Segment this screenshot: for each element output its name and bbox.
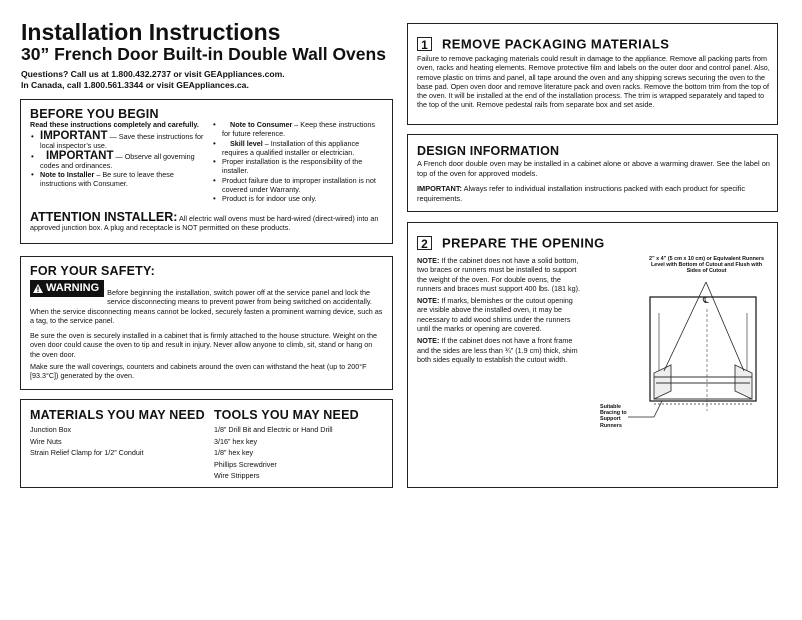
attention-label: ATTENTION INSTALLER: [30,210,178,224]
left-bullet-list [30,132,205,188]
consumer-text: – Keep these instructions for future reference. [222,120,376,138]
installer-text: – Be sure to leave these instructions with Consumer. [40,170,174,189]
contact-us: Questions? Call us at 1.800.432.2737 or visit GEAppliances.com. [21,69,285,79]
note-2 [417,296,582,333]
prepare-opening-section [407,222,778,488]
warranty-text: Product failure due to improper installation is not covered under Warranty. [222,176,376,194]
installer-label: Note to Installer [40,170,95,180]
list-item: Phillips Screwdriver [214,459,277,469]
remove-packaging-section [407,23,778,125]
important-text: — Observe all governing codes and ordinances. [40,152,195,171]
bracing-label: Suitable Bracing to Support Runners [600,404,627,429]
design-text: A French door double oven may be installed in a cabinet alone or above a warming drawer. See the label on top of the oven for approved models. [417,159,770,178]
attention-text: All electric wall ovens must be hard-wired (direct-wired) into an approved junction box. A plug and receptacle is NOT permitted on these products. [30,214,379,233]
list-item: Strain Relief Clamp for 1/2” Conduit [30,448,144,457]
warning-label: WARNING [46,281,100,294]
important-label: IMPORTANT [46,150,114,163]
list-item [212,120,382,138]
design-important [417,184,772,203]
note-label: NOTE: [417,336,440,346]
note-label: NOTE: [417,256,440,265]
note-1 [417,256,582,293]
tools-list [214,424,333,482]
indoor-use-text: Product is for indoor use only. [222,194,317,203]
design-heading: DESIGN INFORMATION [417,144,560,158]
page-subtitle: 30” French Door Built-in Double Wall Ovens [21,44,386,64]
list-item [30,152,205,170]
materials-heading: MATERIALS YOU MAY NEED [30,408,205,422]
list-item: 1/8” Drill Bit and Electric or Hand Drill [214,425,333,434]
centerline-symbol: ℄ [703,295,709,305]
step-number: 1 [417,37,432,51]
right-bullet-list [212,120,382,203]
materials-list [30,424,143,459]
step1-header [417,35,669,53]
list-item: Wire Nuts [30,436,62,446]
runners-label: 2” x 4” (5 cm x 10 cm) or Equivalent Runners Level with Bottom of Cutout and Flush with Sides of Cutout [648,256,765,275]
design-information-section [407,134,778,212]
note-text: If the cabinet does not have a front frame and the sides are less than ¾” (1.9 cm) thick, shim both sides equally to establish the cutout width. [417,336,578,364]
safety-heading: FOR YOUR SAFETY: [30,264,155,278]
attention-installer [30,210,382,233]
list-item [212,176,382,194]
step1-text: Failure to remove packaging materials could result in damage to the appliance. Remove all packing parts from oven, racks and heating elements. Remove protective film and labels on the outer door and control panel. Also, remove plastic on trims and panel, all tape around the oven and any shipping screws securing the oven to the base pad. Open oven door and remove literature pack and oven racks. Remove the bottom trim from the top of the oven. It will be installed at the end of the installation process. The trim is wrapped separately and taped to the top of the unit. Remove pedestal rails from separate box and set aside. [417,54,770,110]
note-3 [417,336,582,364]
safety-paragraph-3: Make sure the wall coverings, counters and cabinets around the oven can withstand the heat (up to 200°F [93.3°C]) generated by the oven. [30,362,367,381]
note-text: If marks, blemishes or the cutout opening are visible above the installed oven, it may be necessary to add wood shims under the runners until the marks or opening are covered. [417,296,573,334]
before-you-begin-right-column [212,120,382,203]
step-number: 2 [417,236,432,250]
skill-label: Skill level [230,139,263,148]
warning-badge [30,280,104,297]
consumer-label: Note to Consumer [230,120,293,129]
list-item: 3/16” hex key [214,436,258,446]
note-label: NOTE: [417,296,440,306]
materials-tools-section [20,399,393,488]
list-item: Wire Strippers [214,471,260,480]
list-item [212,139,382,157]
before-you-begin-left-column [30,120,205,188]
important-label: IMPORTANT [40,130,108,143]
list-item [30,132,205,150]
safety-section [20,256,393,390]
skill-text: – Installation of this appliance requires a qualified installer or electrician. [222,139,360,157]
proper-installation-text: Proper installation is the responsibility of the installer. [222,157,363,175]
warning-text: Before beginning the installation, switch power off at the service panel and lock the service disconnecting means to prevent power from being switched on accidentally. When the service disconnecting means cannot be locked, securely fasten a prominent warning device, such as a tag, to the service panel. [30,288,383,325]
list-item: Junction Box [30,425,72,434]
tools-heading: TOOLS YOU MAY NEED [214,408,359,422]
list-item [30,170,205,188]
list-item [212,194,382,203]
before-you-begin-heading: BEFORE YOU BEGIN [30,107,159,121]
list-item: 1/8” hex key [214,448,254,457]
important-text: — Save these instructions for local inspector’s use. [40,132,204,151]
contact-canada: In Canada, call 1.800.561.3344 or visit GEAppliances.ca. [21,80,249,90]
step2-notes [417,256,582,364]
step2-header [417,234,605,252]
important-text: Always refer to individual installation instructions packed with each product for specific requirements. [417,184,746,203]
step1-heading: REMOVE PACKAGING MATERIALS [442,36,670,52]
intro-text: Read these instructions completely and carefully. [30,120,199,129]
note-text: If the cabinet does not have a solid bottom, two braces or runners must be installed to support the weight of the oven. For double ovens, the runners and braces must support 400 lbs. (181 kg). [417,256,581,293]
page-title: Installation Instructions [21,19,281,45]
step2-heading: PREPARE THE OPENING [442,235,605,251]
safety-paragraph-2: Be sure the oven is securely installed in a cabinet that is firmly attached to the house structure. Weight on the oven door could cause the oven to tip and result in injury. Never allow anyone to climb, sit, stand or hang on the oven door. [30,331,378,359]
before-you-begin-section [20,99,393,244]
warning-triangle-icon [33,284,43,293]
cutout-diagram [594,253,772,433]
important-label: IMPORTANT: [417,184,463,193]
safety-warning-paragraph [30,280,384,325]
list-item [212,157,382,175]
